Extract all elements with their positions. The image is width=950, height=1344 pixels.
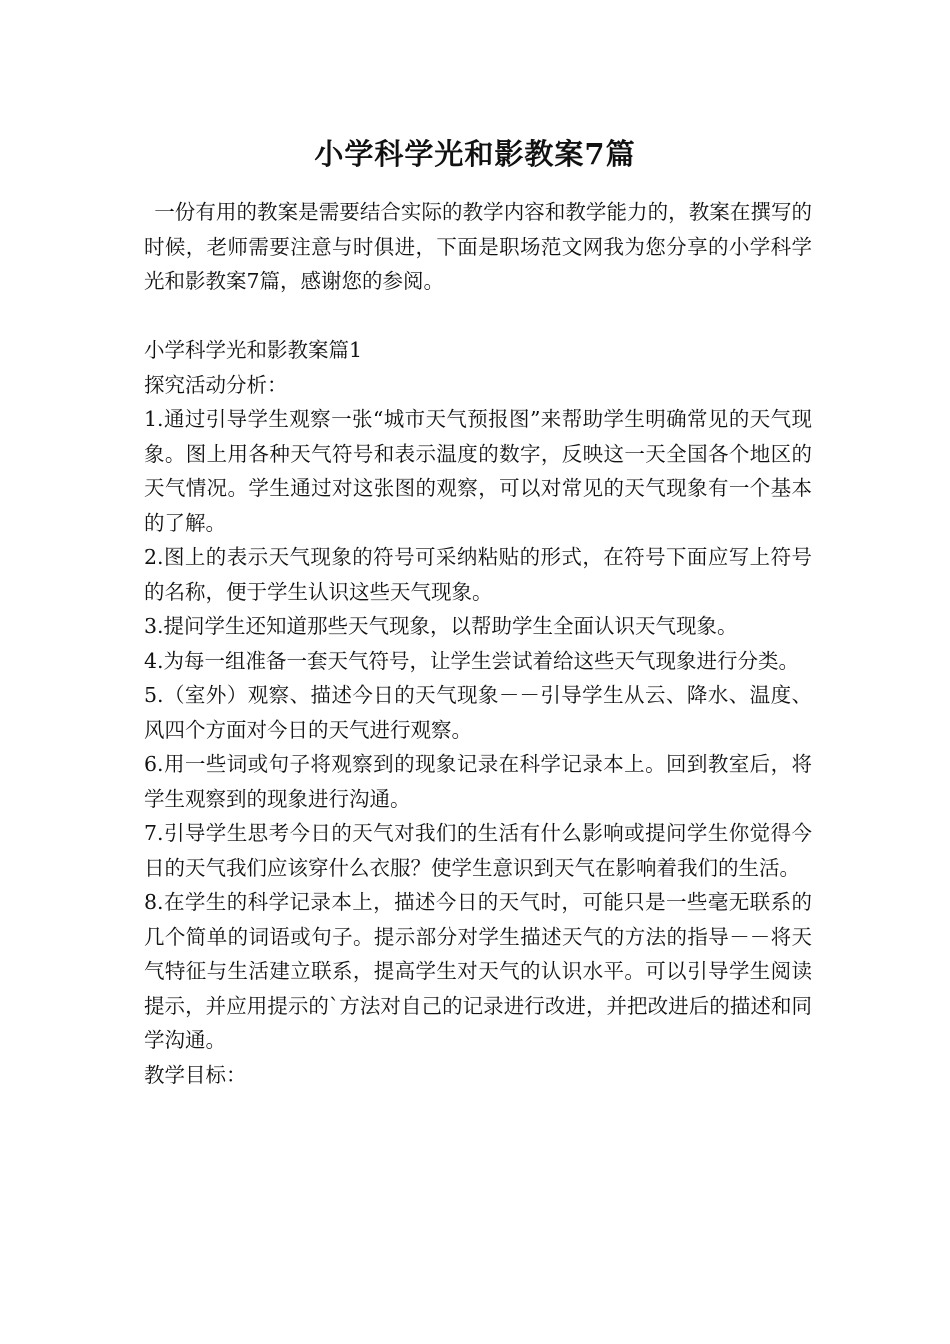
section-heading: 小学科学光和影教案篇1 <box>144 338 363 362</box>
list-item: 4.为每一组准备一套天气符号，让学生尝试着给这些天气现象进行分类。 <box>144 648 800 673</box>
list-item: 8.在学生的科学记录本上，描述今日的天气时，可能只是一些毫无联系的几个简单的词语或句子。提示部分对学生描述天气的方法的指导－－将天气特征与生活建立联系，提高学生对天气的认识水平。可以引导学生阅读提示，并应用提示的`方法对自己的记录进行改进，并把改进后的描述和同学沟通。 <box>144 890 812 1052</box>
document-title: 小学科学光和影教案7篇 <box>314 137 636 171</box>
paragraph-spacer <box>144 299 812 334</box>
intro-paragraph: 一份有用的教案是需要结合实际的教学内容和教学能力的，教案在撰写的时候，老师需要注意与时俱进，下面是职场范文网我为您分享的小学科学光和影教案7篇，感谢您的参阅。 <box>144 200 812 293</box>
document-body <box>144 195 812 1092</box>
list-item: 6.用一些词或句子将观察到的现象记录在科学记录本上。回到教室后，将学生观察到的现象进行沟通。 <box>144 752 812 811</box>
list-item: 2.图上的表示天气现象的符号可采纳粘贴的形式，在符号下面应写上符号的名称，便于学生认识这些天气现象。 <box>144 545 812 604</box>
subheading-teaching-goals: 教学目标： <box>144 1062 247 1087</box>
list-item: 7.引导学生思考今日的天气对我们的生活有什么影响或提问学生你觉得今日的天气我们应该穿什么衣服？使学生意识到天气在影响着我们的生活。 <box>144 821 812 880</box>
subheading-activity-analysis: 探究活动分析： <box>144 372 288 397</box>
list-item: 3.提问学生还知道那些天气现象，以帮助学生全面认识天气现象。 <box>144 614 738 638</box>
list-item: 1.通过引导学生观察一张“城市天气预报图”来帮助学生明确常见的天气现象。图上用各种天气符号和表示温度的数字，反映这一天全国各个地区的天气情况。学生通过对这张图的观察，可以对常见的天气现象有一个基本的了解。 <box>144 407 812 535</box>
list-item: 5.（室外）观察、描述今日的天气现象－－引导学生从云、降水、温度、风四个方面对今日的天气进行观察。 <box>144 683 812 742</box>
